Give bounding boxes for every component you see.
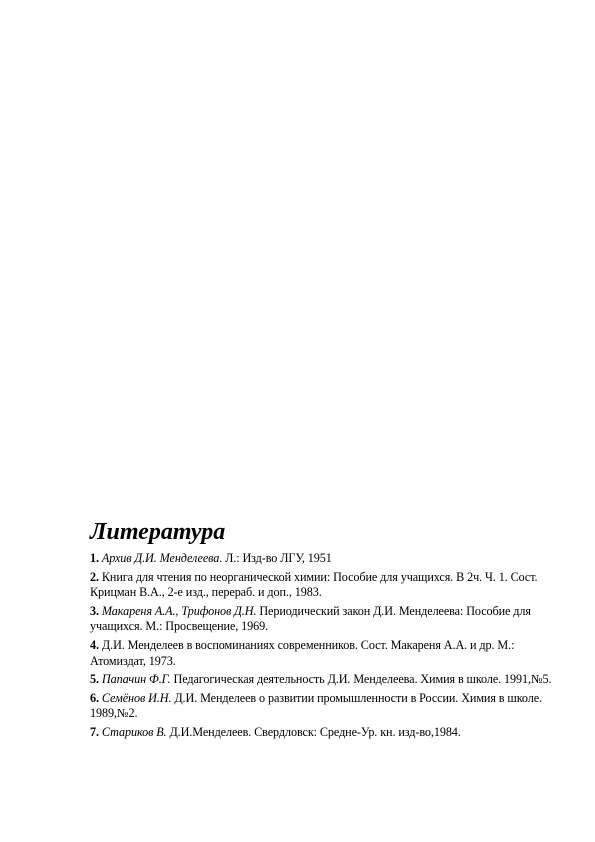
reference-text: Педагогическая деятельность Д.И. Менделеева. Химия в школе. 1991,№5. — [170, 672, 552, 687]
reference-text: , — [175, 603, 182, 618]
reference-item — [90, 725, 552, 741]
reference-author: Папачин Ф.Г. — [101, 672, 171, 687]
reference-author: Архив Д.И. Менделеева — [101, 551, 220, 565]
literature-section — [90, 518, 552, 744]
reference-text: Периодический закон Д.И. Менделеева: Пособие для учащихся. М.: Просвещение, 1969. — [90, 603, 531, 634]
reference-number: 6. — [90, 690, 99, 705]
reference-text: Д.И. Менделеев о развитии промышленности в России. Химия в школе. 1989,№2. — [90, 690, 542, 721]
reference-number: 1. — [90, 551, 99, 565]
reference-author: Трифонов Д.Н. — [181, 603, 257, 618]
reference-number: 5. — [90, 672, 99, 687]
reference-item — [90, 551, 552, 567]
reference-text: Д.И. Менделеев в воспоминаниях современников. Сост. Макареня А.А. и др. М.: Атомиздат, 1973. — [90, 637, 515, 668]
reference-item — [90, 604, 552, 635]
reference-item — [90, 672, 552, 688]
reference-text: Книга для чтения по неорганической химии: Пособие для учащихся. В 2ч. Ч. 1. Сост. Крицман В.А., 2-е изд., перераб. и доп., 1983. — [90, 569, 538, 600]
reference-author: Макареня А.А. — [101, 603, 176, 618]
reference-item — [90, 638, 552, 669]
reference-author: Семёнов И.Н. — [101, 690, 172, 705]
reference-item — [90, 570, 552, 601]
reference-number: 7. — [90, 724, 99, 739]
reference-number: 3. — [90, 603, 99, 618]
reference-number: 4. — [90, 637, 99, 652]
reference-text: Д.И.Менделеев. Свердловск: Средне-Ур. кн. изд-во,1984. — [166, 724, 461, 739]
reference-author: Стариков В. — [101, 724, 167, 739]
reference-list — [90, 551, 552, 741]
reference-text: . Л.: Изд-во ЛГУ, 1951 — [219, 551, 332, 565]
reference-item — [90, 691, 552, 722]
reference-number: 2. — [90, 569, 99, 584]
section-title: Литература — [90, 519, 226, 545]
